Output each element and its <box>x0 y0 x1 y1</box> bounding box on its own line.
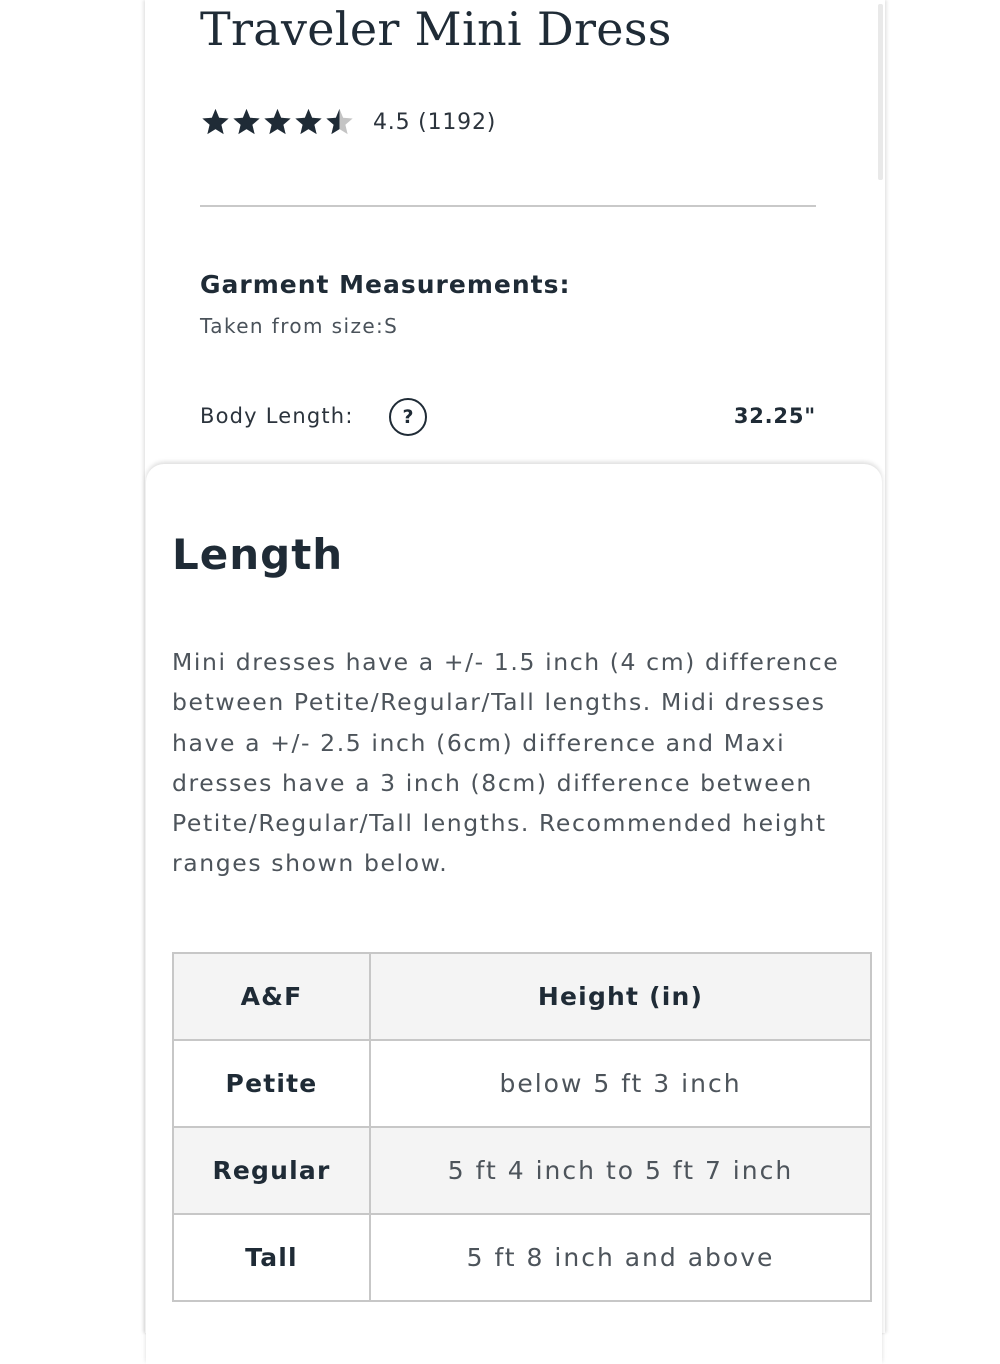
length-info-sheet <box>146 464 882 1364</box>
rating-stars <box>200 107 355 137</box>
table-header-height: Height (in) <box>370 953 871 1040</box>
star-half-icon <box>324 107 355 137</box>
table-row <box>173 1214 871 1301</box>
table-cell-height: 5 ft 8 inch and above <box>370 1214 871 1301</box>
height-range-table <box>172 952 872 1302</box>
table-header-brand: A&F <box>173 953 370 1040</box>
measurement-label: Body Length: <box>200 404 354 428</box>
star-filled-icon <box>293 107 324 137</box>
garment-measurements-size-note: Taken from size:S <box>200 314 399 338</box>
star-filled-icon <box>200 107 231 137</box>
table-cell-category: Tall <box>173 1214 370 1301</box>
scrollbar-thumb[interactable] <box>878 4 883 180</box>
product-title: Traveler Mini Dress <box>200 2 672 56</box>
length-sheet-description: Mini dresses have a +/- 1.5 inch (4 cm) difference between Petite/Regular/Tall lengths. Midi dresses have a +/- 2.5 inch (6cm) difference and Maxi dresses have a 3 inch (8cm) difference between Petite/Regular/Tall lengths. Recommended height ranges shown below. <box>172 648 840 878</box>
question-circle-icon[interactable]: ? <box>389 398 427 436</box>
table-cell-category: Regular <box>173 1127 370 1214</box>
rating-text: 4.5 (1192) <box>373 109 497 135</box>
measurement-row-body-length <box>200 398 816 436</box>
star-filled-icon <box>231 107 262 137</box>
measurement-value: 32.25" <box>733 404 816 428</box>
garment-measurements-heading: Garment Measurements: <box>200 270 571 299</box>
product-rating[interactable] <box>200 104 496 140</box>
table-header-row <box>173 953 871 1040</box>
table-cell-height: below 5 ft 3 inch <box>370 1040 871 1127</box>
length-sheet-title: Length <box>172 530 344 579</box>
table-cell-category: Petite <box>173 1040 370 1127</box>
table-cell-height: 5 ft 4 inch to 5 ft 7 inch <box>370 1127 871 1214</box>
star-filled-icon <box>262 107 293 137</box>
table-row <box>173 1127 871 1214</box>
table-row <box>173 1040 871 1127</box>
section-divider <box>200 205 816 207</box>
